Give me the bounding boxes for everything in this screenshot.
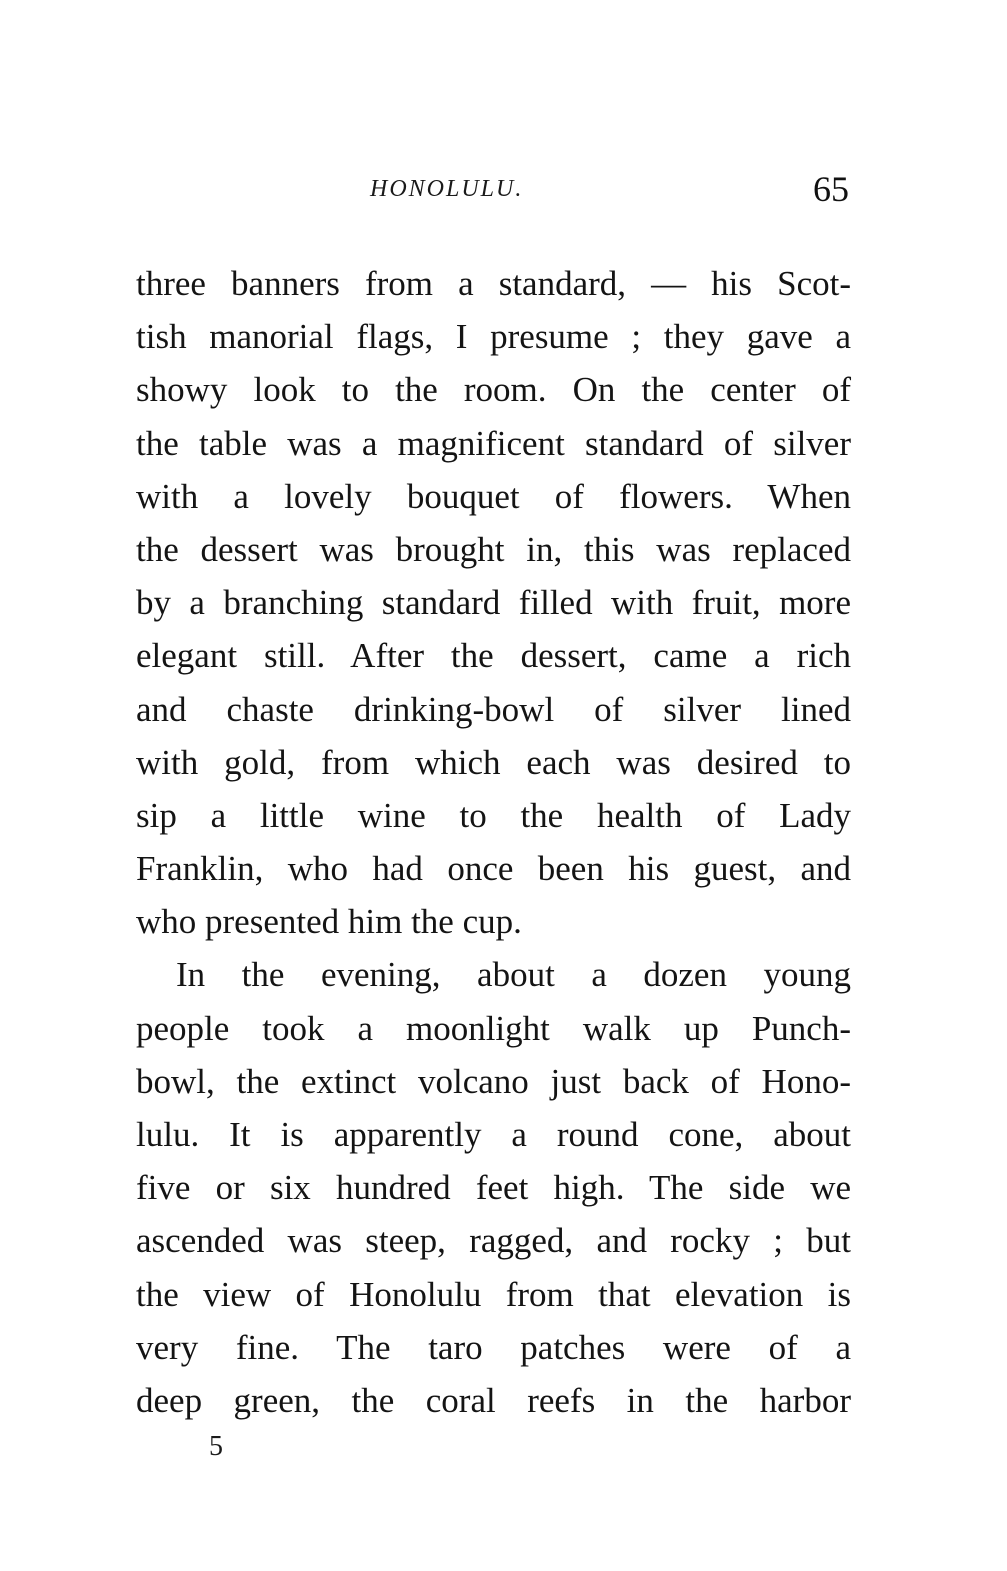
- body-text: [136, 257, 851, 1427]
- text-line: very fine. The taro patches were of a: [136, 1327, 851, 1367]
- text-line: with gold, from which each was desired to: [136, 742, 851, 782]
- text-line: Franklin, who had once been his guest, and: [136, 849, 851, 889]
- running-title: HONOLULU.: [370, 176, 524, 202]
- text-line: and chaste drinking-bowl of silver lined: [136, 689, 851, 729]
- text-line: people took a moonlight walk up Punch-: [136, 1008, 851, 1048]
- text-line: the view of Honolulu from that elevation is: [136, 1274, 851, 1314]
- text-line: sip a little wine to the health of Lady: [136, 795, 851, 835]
- text-line: showy look to the room. On the center of: [136, 370, 851, 410]
- page-number: 65: [813, 169, 849, 209]
- text-line: tish manorial flags, I presume ; they gave a: [136, 317, 851, 357]
- text-line-paragraph-start: In the evening, about a dozen young: [176, 955, 851, 995]
- text-line: lulu. It is apparently a round cone, about: [136, 1115, 851, 1154]
- text-line: three banners from a standard, — his Scot-: [136, 264, 851, 303]
- text-line: the dessert was brought in, this was replaced: [136, 529, 851, 569]
- text-line: deep green, the coral reefs in the harbor: [136, 1380, 851, 1420]
- text-line: with a lovely bouquet of flowers. When: [136, 476, 851, 516]
- signature-mark: 5: [209, 1431, 223, 1462]
- text-line-paragraph-end: who presented him the cup.: [136, 902, 522, 942]
- text-line: five or six hundred feet high. The side we: [136, 1168, 851, 1208]
- text-line: elegant still. After the dessert, came a rich: [136, 636, 851, 676]
- text-line: by a branching standard filled with fruit, more: [136, 583, 851, 623]
- text-line: bowl, the extinct volcano just back of Hono-: [136, 1061, 851, 1101]
- text-line: the table was a magnificent standard of silver: [136, 423, 851, 463]
- text-line: ascended was steep, ragged, and rocky ; but: [136, 1221, 851, 1261]
